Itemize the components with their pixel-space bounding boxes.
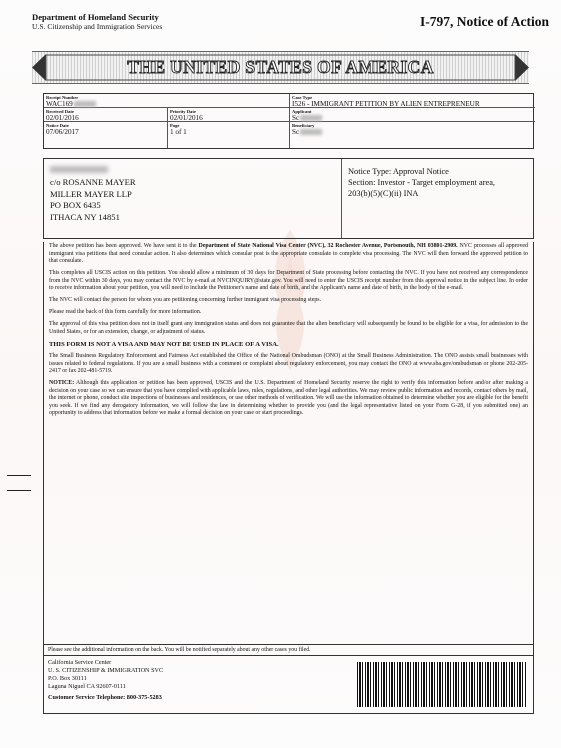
paragraph-ombudsman: The Small Business Regulatory Enforcement and Fairness Act established the Office of the National Ombudsman (ONO) at the Small Business Administration. The ONO assists small businesses with issues related to federal regulations. If you are a small business with a comment or complaint about regulatory enforcement, you may contact the ONO at www.sba.gov/ombudsman or phone 202-205-2417 or fax 202-481-5719. (49, 353, 528, 375)
address-line-2: MILLER MAYER LLP (50, 188, 132, 199)
notice-body (43, 242, 534, 644)
form-title: I-797, Notice of Action (420, 14, 549, 29)
notice-section-line-1: Section: Investor - Target employment area, (348, 178, 496, 187)
receipt-number-value: WAC169 (46, 100, 73, 108)
country-banner (32, 51, 529, 84)
beneficiary-cell (290, 122, 535, 148)
case-type-label: Case Type (292, 95, 313, 100)
paragraph-processing: This completes all USCIS action on this petition. You should allow a minimum of 30 days for Department of State processing before contacting the NVC. If you have not received any correspondence from the NVC within 30 days, you may contact the NVC by e-mail at NVCINQUIRY@state.gov. You will need to enter the USCIS receipt number from this approval notice in the subject line. In order to receive information about your petition, you will need to include the Petitioner's name and date of birth, and the Applicant's name and date of birth, in the body of the e-mail. (49, 270, 528, 292)
barcode-icon (357, 662, 527, 707)
beneficiary-value: Sc (292, 128, 300, 136)
address-line-1: c/o ROSANNE MAYER (50, 176, 136, 187)
received-date-cell (44, 108, 168, 122)
applicant-value: Sc (292, 114, 300, 122)
paragraph-nvc: The above petition has been approved. We have sent it to the Department of State National Visa Center (NVC), 32 Rochester Avenue, Portsmouth, NH 03801-2909. NVC processes all approved immigrant visa petitions that need consular action. It also determines which consular post is the appropriate consulate to complete visa processing. The NVC will then forward the approved petition to that consulate. (49, 243, 528, 264)
receipt-number-cell (44, 94, 290, 108)
mailing-address (50, 165, 136, 224)
case-type-value: I526 - IMMIGRANT PETITION BY ALIEN ENTREPRENEUR (292, 100, 480, 108)
received-date-label: Received Date (46, 109, 74, 114)
paragraph-contact: The NVC will contact the person for whom you are petitioning concerning further immigrant visa processing steps. (49, 297, 322, 304)
redacted-mark (300, 129, 322, 135)
office-line-3: P.O. Box 30111 (48, 675, 87, 682)
notice-date-value: 07/06/2017 (46, 128, 79, 136)
notice-type (348, 166, 495, 199)
address-notice-box (43, 158, 534, 239)
redacted-name-mark (50, 166, 108, 173)
applicant-cell (290, 108, 535, 122)
office-line-2: U. S. CITIZENSHIP & IMMIGRATION SVC (48, 667, 164, 674)
received-date-value: 02/01/2016 (46, 114, 79, 122)
not-a-visa-warning: THIS FORM IS NOT A VISA AND MAY NOT BE USED IN PLACE OF A VISA. (49, 340, 279, 348)
box-divider (341, 159, 342, 238)
agency-name: U.S. Citizenship and Immigration Services (32, 22, 163, 31)
notice-type-text: Notice Type: Approval Notice (348, 167, 449, 176)
applicant-label: Applicant (292, 109, 312, 114)
agency-header (32, 12, 162, 32)
fold-mark (7, 490, 31, 491)
redacted-mark (74, 101, 96, 107)
paragraph-read-back: Please read the back of this form carefully for more information. (49, 309, 202, 316)
case-type-cell (290, 94, 535, 108)
redacted-mark (300, 115, 322, 121)
footer-note: Please see the additional information on the back. You will be notified separately about any other cases you filed. (43, 644, 534, 656)
page-cell (168, 122, 290, 148)
page-label: Page (170, 123, 180, 128)
fold-mark (7, 475, 31, 476)
service-center-address (48, 659, 163, 702)
address-line-3: PO BOX 6435 (50, 200, 101, 211)
priority-date-label: Priority Date (170, 109, 196, 114)
notice-section-line-2: 203(b)(5)(C)(ii) INA (348, 189, 419, 198)
page-value: 1 of 1 (170, 128, 187, 136)
receipt-number-label: Receipt Number (46, 95, 79, 100)
beneficiary-label: Beneficiary (292, 123, 315, 128)
office-line-4: Laguna Niguel CA 92607-0111 (48, 683, 126, 690)
priority-date-cell (168, 108, 290, 122)
notice-date-label: Notice Date (46, 123, 69, 128)
department-name: Department of Homeland Security (32, 12, 159, 22)
priority-date-value: 02/01/2016 (170, 114, 203, 122)
customer-service-phone: Customer Service Telephone: 800-375-5283 (48, 694, 162, 701)
address-line-4: ITHACA NY 14851 (50, 212, 120, 223)
notice-date-cell (44, 122, 168, 148)
office-line-1: California Service Center (48, 659, 112, 666)
case-info-grid (43, 93, 534, 149)
paragraph-status: The approval of this visa petition does not in itself grant any immigration status and does not guarantee that the alien beneficiary will subsequently be found to be eligible for a visa, for admission to the United States, or for an extension, change, or adjustment of status. (49, 321, 528, 335)
service-center-footer (43, 656, 534, 714)
nvc-address: Department of State National Visa Center (NVC), 32 Rochester Avenue, Portsmouth, NH 03801-2909. (198, 243, 458, 249)
notice-label: NOTICE: (49, 380, 75, 387)
paragraph-notice: NOTICE: Although this application or petition has been approved, USCIS and the U.S. Department of Homeland Security reserve the right to verify this information before and/or after making a decision on your case so we can ensure that you have complied with applicable laws, rules, regulations, and other legal authorities. We may review public information and records, contact others by mail, the internet or phone, conduct site inspections of businesses and residences, or use other methods of verification. We will use the information obtained to determine whether you are eligible for the benefit you seek. If we find any derogatory information, we will follow the law in determining whether to provide you (and the legal representative listed on your Form G-28, if you submitted one) an opportunity to address that information before we make a formal decision on your case or start proceedings. (49, 380, 528, 417)
banner-text: THE UNITED STATES OF AMERICA (127, 57, 434, 77)
